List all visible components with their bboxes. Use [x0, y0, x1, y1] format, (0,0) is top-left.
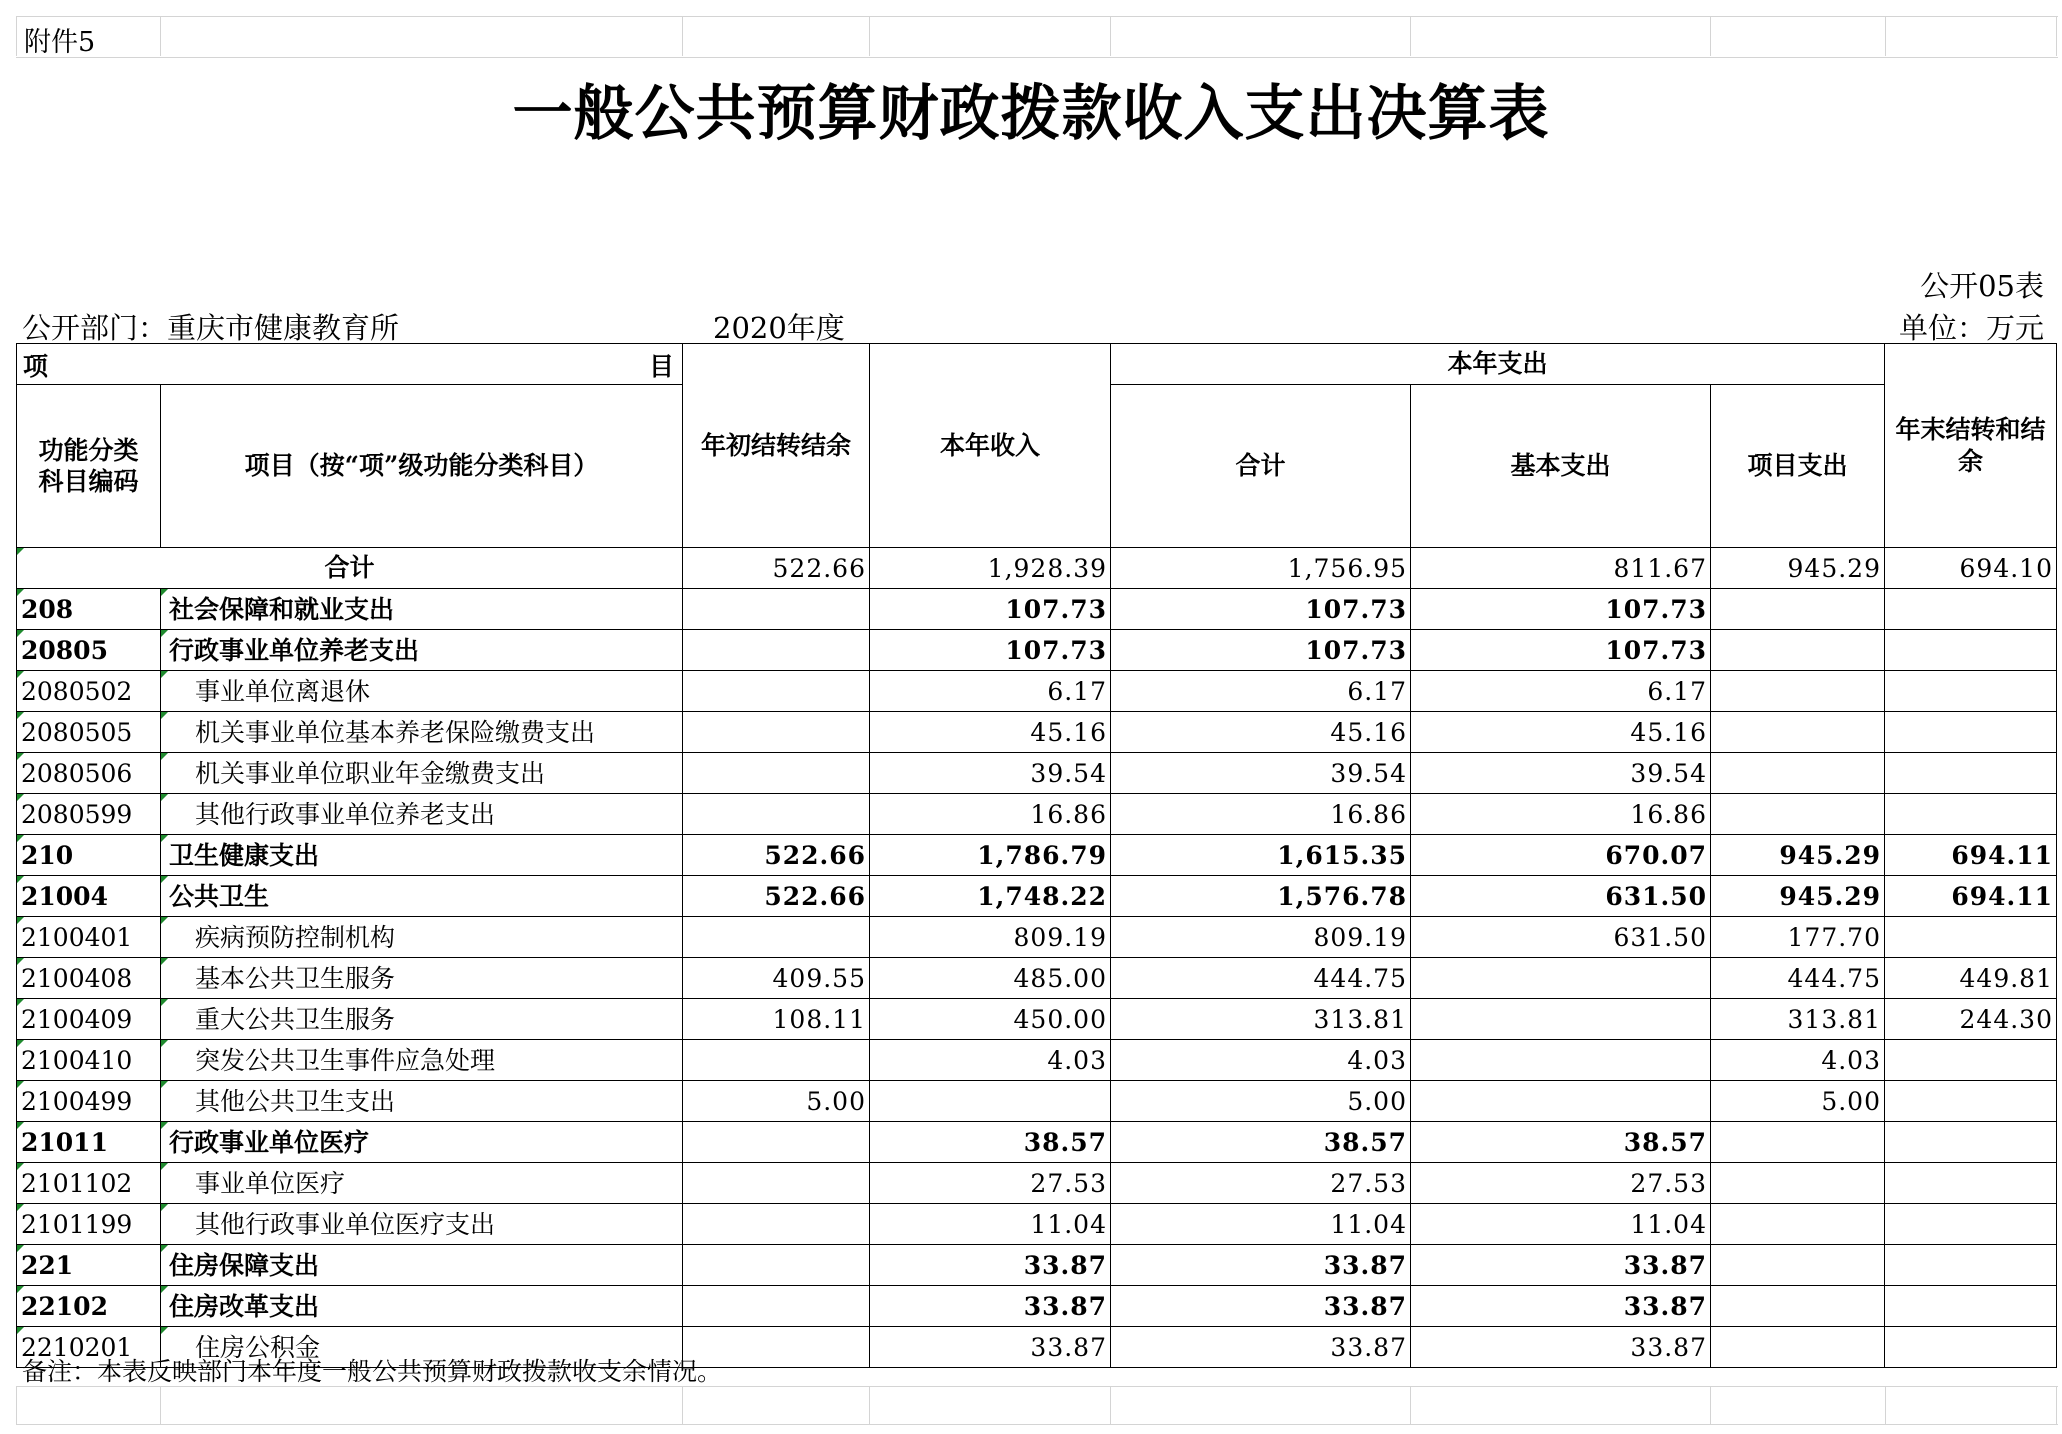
row-exp-total: 39.54 [1111, 753, 1411, 794]
row-exp-project [1711, 1245, 1885, 1286]
row-end-balance: 244.30 [1885, 999, 2057, 1040]
row-exp-basic: 16.86 [1411, 794, 1711, 835]
row-exp-total: 313.81 [1111, 999, 1411, 1040]
row-code: 21004 [17, 876, 161, 917]
row-code: 2080506 [17, 753, 161, 794]
row-begin-balance [683, 1286, 870, 1327]
grid-line [16, 16, 2058, 17]
row-name: 卫生健康支出 [161, 835, 683, 876]
row-exp-basic: 33.87 [1411, 1286, 1711, 1327]
row-exp-basic: 107.73 [1411, 630, 1711, 671]
row-income: 38.57 [870, 1122, 1111, 1163]
row-income: 809.19 [870, 917, 1111, 958]
table-row [17, 1122, 2057, 1163]
row-exp-project [1711, 1163, 1885, 1204]
total-end-balance: 694.10 [1885, 548, 2057, 589]
row-begin-balance [683, 1040, 870, 1081]
row-exp-project: 313.81 [1711, 999, 1885, 1040]
table-row [17, 876, 2057, 917]
row-code: 2101102 [17, 1163, 161, 1204]
row-begin-balance [683, 753, 870, 794]
row-begin-balance [683, 1204, 870, 1245]
row-income: 6.17 [870, 671, 1111, 712]
table-row [17, 958, 2057, 999]
row-name: 住房保障支出 [161, 1245, 683, 1286]
row-code: 210 [17, 835, 161, 876]
row-exp-basic [1411, 999, 1711, 1040]
row-exp-project [1711, 1327, 1885, 1368]
row-begin-balance [683, 671, 870, 712]
row-exp-total: 33.87 [1111, 1286, 1411, 1327]
row-income: 107.73 [870, 589, 1111, 630]
row-name: 机关事业单位职业年金缴费支出 [161, 753, 683, 794]
row-begin-balance [683, 630, 870, 671]
row-exp-basic: 631.50 [1411, 917, 1711, 958]
row-income: 450.00 [870, 999, 1111, 1040]
row-begin-balance: 108.11 [683, 999, 870, 1040]
row-income: 16.86 [870, 794, 1111, 835]
row-exp-total: 1,576.78 [1111, 876, 1411, 917]
row-end-balance [1885, 1122, 2057, 1163]
row-exp-basic: 33.87 [1411, 1327, 1711, 1368]
row-end-balance [1885, 671, 2057, 712]
row-exp-project [1711, 589, 1885, 630]
row-end-balance [1885, 753, 2057, 794]
row-name: 机关事业单位基本养老保险缴费支出 [161, 712, 683, 753]
grid-line [160, 1386, 161, 1424]
row-exp-project [1711, 712, 1885, 753]
row-code: 2080502 [17, 671, 161, 712]
header-row-1 [17, 344, 2057, 385]
row-end-balance [1885, 917, 2057, 958]
row-exp-basic: 6.17 [1411, 671, 1711, 712]
row-end-balance [1885, 1163, 2057, 1204]
row-income: 4.03 [870, 1040, 1111, 1081]
row-end-balance [1885, 1286, 2057, 1327]
row-exp-total: 45.16 [1111, 712, 1411, 753]
row-exp-basic: 39.54 [1411, 753, 1711, 794]
row-income: 33.87 [870, 1327, 1111, 1368]
row-end-balance [1885, 1327, 2057, 1368]
row-code: 2100401 [17, 917, 161, 958]
table-row [17, 671, 2057, 712]
row-exp-basic: 27.53 [1411, 1163, 1711, 1204]
row-begin-balance: 409.55 [683, 958, 870, 999]
row-exp-project [1711, 1122, 1885, 1163]
row-exp-basic [1411, 958, 1711, 999]
row-exp-basic: 631.50 [1411, 876, 1711, 917]
total-income: 1,928.39 [870, 548, 1111, 589]
row-exp-project [1711, 753, 1885, 794]
table-row [17, 1204, 2057, 1245]
row-begin-balance [683, 712, 870, 753]
annex-label: 附件5 [24, 27, 96, 58]
row-name: 事业单位医疗 [161, 1163, 683, 1204]
total-exp-project: 945.29 [1711, 548, 1885, 589]
row-exp-total: 5.00 [1111, 1081, 1411, 1122]
code-header: 功能分类科目编码 [17, 385, 161, 548]
row-exp-basic [1411, 1040, 1711, 1081]
grid-line [2056, 1386, 2057, 1424]
row-exp-basic: 11.04 [1411, 1204, 1711, 1245]
grid-line [16, 1424, 2058, 1425]
budget-table [16, 343, 2057, 1368]
row-end-balance [1885, 1081, 2057, 1122]
grid-line [1885, 16, 1886, 56]
row-exp-project [1711, 794, 1885, 835]
row-code: 2100410 [17, 1040, 161, 1081]
table-row [17, 589, 2057, 630]
grid-line [682, 1386, 683, 1424]
table-row [17, 1163, 2057, 1204]
row-name: 疾病预防控制机构 [161, 917, 683, 958]
row-name: 住房公积金 [161, 1327, 683, 1368]
row-end-balance [1885, 1245, 2057, 1286]
row-exp-project: 945.29 [1711, 835, 1885, 876]
row-name: 重大公共卫生服务 [161, 999, 683, 1040]
grid-line [1410, 16, 1411, 56]
row-begin-balance: 522.66 [683, 876, 870, 917]
row-name: 基本公共卫生服务 [161, 958, 683, 999]
department-label: 公开部门：重庆市健康教育所 [22, 311, 400, 345]
row-code: 21011 [17, 1122, 161, 1163]
row-end-balance [1885, 794, 2057, 835]
row-exp-total: 11.04 [1111, 1204, 1411, 1245]
row-end-balance [1885, 589, 2057, 630]
row-exp-total: 16.86 [1111, 794, 1411, 835]
table-row [17, 712, 2057, 753]
row-income: 485.00 [870, 958, 1111, 999]
row-name: 突发公共卫生事件应急处理 [161, 1040, 683, 1081]
row-exp-total: 4.03 [1111, 1040, 1411, 1081]
row-end-balance: 449.81 [1885, 958, 2057, 999]
table-row [17, 1286, 2057, 1327]
grid-line [2056, 16, 2057, 56]
grid-line [1710, 16, 1711, 56]
income-header: 本年收入 [870, 344, 1111, 548]
table-row [17, 1040, 2057, 1081]
row-code: 2080505 [17, 712, 161, 753]
table-row [17, 917, 2057, 958]
row-code: 20805 [17, 630, 161, 671]
row-exp-total: 6.17 [1111, 671, 1411, 712]
row-exp-total: 33.87 [1111, 1327, 1411, 1368]
table-row [17, 1245, 2057, 1286]
row-name: 住房改革支出 [161, 1286, 683, 1327]
row-name: 行政事业单位养老支出 [161, 630, 683, 671]
row-code: 22102 [17, 1286, 161, 1327]
table-row [17, 1081, 2057, 1122]
row-income: 107.73 [870, 630, 1111, 671]
row-begin-balance [683, 1122, 870, 1163]
row-code: 2210201 [17, 1327, 161, 1368]
row-exp-basic: 38.57 [1411, 1122, 1711, 1163]
row-name: 其他公共卫生支出 [161, 1081, 683, 1122]
row-exp-project: 4.03 [1711, 1040, 1885, 1081]
row-income: 1,786.79 [870, 835, 1111, 876]
expenditure-header: 本年支出 [1111, 344, 1885, 385]
row-code: 208 [17, 589, 161, 630]
row-income: 33.87 [870, 1245, 1111, 1286]
row-name: 其他行政事业单位医疗支出 [161, 1204, 683, 1245]
row-begin-balance [683, 917, 870, 958]
table-row [17, 794, 2057, 835]
row-exp-project: 5.00 [1711, 1081, 1885, 1122]
grid-line [869, 1386, 870, 1424]
row-code: 2080599 [17, 794, 161, 835]
item-header-right: 目 [648, 352, 674, 381]
row-exp-total: 107.73 [1111, 630, 1411, 671]
row-income: 1,748.22 [870, 876, 1111, 917]
name-header: 项目（按“项”级功能分类科目） [161, 385, 683, 548]
grid-line [1885, 1386, 1886, 1424]
row-begin-balance [683, 1163, 870, 1204]
row-exp-total: 1,615.35 [1111, 835, 1411, 876]
total-exp-basic: 811.67 [1411, 548, 1711, 589]
grid-line [1110, 16, 1111, 56]
row-end-balance [1885, 1040, 2057, 1081]
row-exp-project: 444.75 [1711, 958, 1885, 999]
row-begin-balance [683, 589, 870, 630]
row-exp-total: 444.75 [1111, 958, 1411, 999]
row-exp-project: 177.70 [1711, 917, 1885, 958]
row-code: 221 [17, 1245, 161, 1286]
row-begin-balance: 522.66 [683, 835, 870, 876]
grid-line [16, 16, 17, 56]
footnote: 备注：本表反映部门本年度一般公共预算财政拨款收支余情况。 [22, 1357, 723, 1386]
row-exp-total: 27.53 [1111, 1163, 1411, 1204]
row-end-balance: 694.11 [1885, 835, 2057, 876]
row-exp-total: 33.87 [1111, 1245, 1411, 1286]
grid-line [1710, 1386, 1711, 1424]
row-code: 2101199 [17, 1204, 161, 1245]
total-row [17, 548, 2057, 589]
row-exp-basic: 33.87 [1411, 1245, 1711, 1286]
row-exp-total: 809.19 [1111, 917, 1411, 958]
exp-total-header: 合计 [1111, 385, 1411, 548]
row-end-balance [1885, 1204, 2057, 1245]
row-end-balance [1885, 712, 2057, 753]
row-exp-project [1711, 1204, 1885, 1245]
item-header [17, 344, 683, 385]
grid-line [1410, 1386, 1411, 1424]
row-begin-balance [683, 794, 870, 835]
row-code: 2100408 [17, 958, 161, 999]
row-income: 39.54 [870, 753, 1111, 794]
row-exp-project [1711, 671, 1885, 712]
row-exp-project [1711, 630, 1885, 671]
total-label: 合计 [17, 548, 683, 589]
row-exp-basic [1411, 1081, 1711, 1122]
row-exp-total: 38.57 [1111, 1122, 1411, 1163]
row-income: 45.16 [870, 712, 1111, 753]
row-exp-project [1711, 1286, 1885, 1327]
row-code: 2100499 [17, 1081, 161, 1122]
fiscal-year: 2020年度 [713, 311, 845, 345]
grid-line [16, 57, 2058, 58]
row-income: 11.04 [870, 1204, 1111, 1245]
row-end-balance [1885, 630, 2057, 671]
end-balance-header: 年末结转和结余 [1885, 344, 2057, 548]
grid-line [869, 16, 870, 56]
page-title: 一般公共预算财政拨款收入支出决算表 [512, 79, 1550, 149]
begin-balance-header: 年初结转结余 [683, 344, 870, 548]
row-begin-balance [683, 1245, 870, 1286]
table-row [17, 630, 2057, 671]
row-name: 事业单位离退休 [161, 671, 683, 712]
row-code: 2100409 [17, 999, 161, 1040]
row-exp-total: 107.73 [1111, 589, 1411, 630]
row-exp-basic: 670.07 [1411, 835, 1711, 876]
row-exp-basic: 107.73 [1411, 589, 1711, 630]
exp-basic-header: 基本支出 [1411, 385, 1711, 548]
row-exp-project: 945.29 [1711, 876, 1885, 917]
grid-line [160, 16, 161, 56]
table-row [17, 835, 2057, 876]
total-exp-total: 1,756.95 [1111, 548, 1411, 589]
total-begin-balance: 522.66 [683, 548, 870, 589]
row-name: 其他行政事业单位养老支出 [161, 794, 683, 835]
grid-line [16, 1386, 17, 1424]
grid-line [1110, 1386, 1111, 1424]
item-header-left: 项 [23, 352, 49, 381]
row-name: 公共卫生 [161, 876, 683, 917]
grid-line [682, 16, 683, 56]
row-name: 社会保障和就业支出 [161, 589, 683, 630]
row-income: 33.87 [870, 1286, 1111, 1327]
row-begin-balance: 5.00 [683, 1081, 870, 1122]
table-row [17, 753, 2057, 794]
table-number: 公开05表 [1920, 269, 2044, 303]
exp-project-header: 项目支出 [1711, 385, 1885, 548]
table-row [17, 999, 2057, 1040]
row-income [870, 1081, 1111, 1122]
row-name: 行政事业单位医疗 [161, 1122, 683, 1163]
row-end-balance: 694.11 [1885, 876, 2057, 917]
row-exp-basic: 45.16 [1411, 712, 1711, 753]
row-income: 27.53 [870, 1163, 1111, 1204]
unit-label: 单位：万元 [1898, 311, 2044, 345]
